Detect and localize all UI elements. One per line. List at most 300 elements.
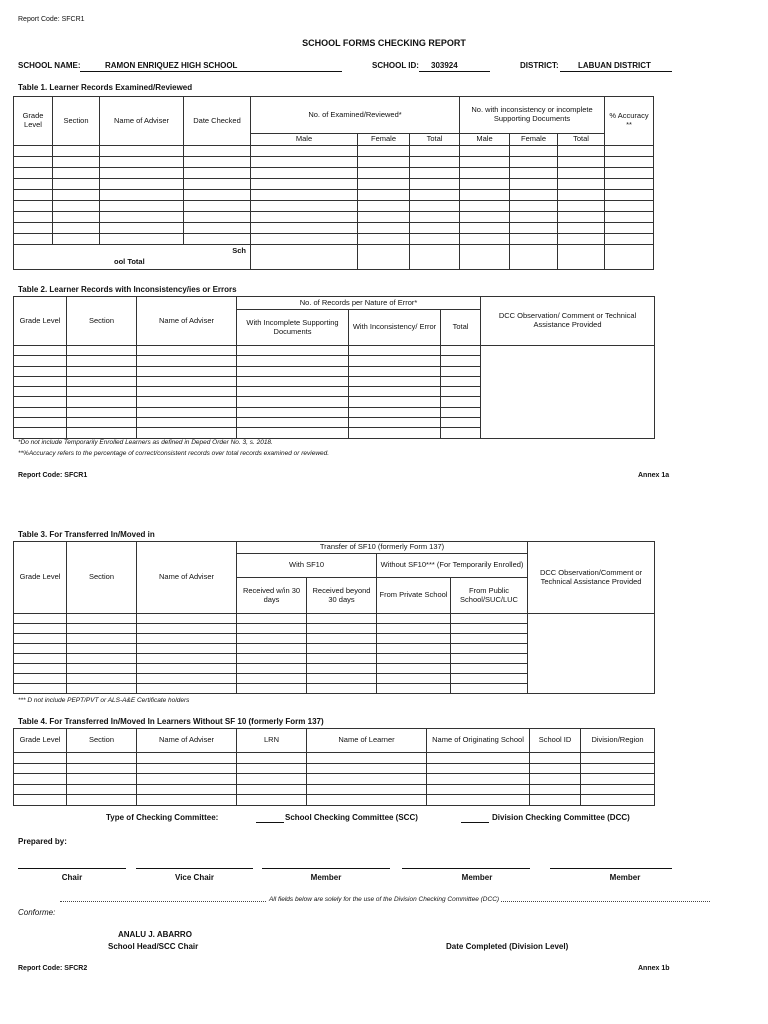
dcc-note: All fields below are solely for the use of the Division Checking Committee (DCC) — [268, 896, 500, 903]
table-cell[interactable] — [14, 774, 67, 785]
table-cell[interactable] — [67, 763, 137, 774]
table-cell[interactable] — [137, 387, 237, 397]
t1-school-total-row — [14, 245, 654, 270]
table-cell[interactable] — [137, 774, 237, 785]
table-cell[interactable] — [358, 146, 410, 157]
table-cell[interactable] — [377, 674, 451, 684]
table-cell[interactable] — [14, 428, 67, 438]
t1-col-date: Date Checked — [184, 97, 251, 146]
annex-1b: Annex 1b — [638, 965, 670, 972]
table-cell[interactable] — [510, 234, 558, 245]
table-row — [14, 179, 654, 190]
table-cell[interactable] — [67, 356, 137, 366]
table-cell[interactable] — [530, 784, 581, 795]
table-cell[interactable] — [358, 223, 410, 234]
table-cell[interactable] — [237, 774, 307, 785]
table-cell[interactable] — [237, 387, 349, 397]
table-cell[interactable] — [307, 763, 427, 774]
dcc-checkbox-line[interactable] — [461, 813, 489, 823]
table-cell[interactable] — [410, 212, 460, 223]
dcc-note-wrap — [0, 896, 768, 903]
table-cell[interactable] — [67, 376, 137, 386]
table-cell[interactable] — [14, 397, 67, 407]
table-cell[interactable] — [237, 346, 349, 356]
table-cell[interactable] — [184, 212, 251, 223]
table-cell[interactable] — [53, 201, 100, 212]
table-cell[interactable] — [410, 157, 460, 168]
t2-col-inconsistency: With Inconsistency/ Error — [349, 310, 441, 346]
table-cell[interactable] — [137, 795, 237, 806]
report-code-2: Report Code: SFCR2 — [18, 965, 88, 972]
table-cell[interactable] — [558, 212, 605, 223]
table-cell[interactable] — [377, 654, 451, 664]
table-cell[interactable] — [460, 212, 510, 223]
table-cell[interactable] — [307, 664, 377, 674]
table-cell[interactable] — [410, 223, 460, 234]
table-cell[interactable] — [14, 179, 53, 190]
table-cell[interactable] — [410, 190, 460, 201]
table-cell[interactable] — [184, 146, 251, 157]
table-cell[interactable] — [510, 190, 558, 201]
table-cell[interactable] — [460, 223, 510, 234]
table-cell[interactable] — [137, 366, 237, 376]
t4-col-origin: Name of Originating School — [427, 729, 530, 753]
table-cell[interactable] — [14, 664, 67, 674]
table-cell[interactable] — [349, 356, 441, 366]
table-cell[interactable] — [237, 753, 307, 764]
t4-col-division: Division/Region — [581, 729, 655, 753]
table-cell[interactable] — [14, 624, 67, 634]
table-cell[interactable] — [251, 168, 358, 179]
table-cell[interactable] — [451, 634, 528, 644]
table-cell[interactable] — [100, 201, 184, 212]
t2-col-nature: No. of Records per Nature of Error* — [237, 297, 481, 310]
table-cell[interactable] — [510, 223, 558, 234]
table-cell[interactable] — [137, 753, 237, 764]
table-cell[interactable] — [510, 146, 558, 157]
table-cell[interactable] — [558, 190, 605, 201]
table-cell[interactable] — [237, 795, 307, 806]
table-cell[interactable] — [14, 674, 67, 684]
annex-1a: Annex 1a — [638, 472, 670, 479]
table-cell[interactable] — [510, 157, 558, 168]
table-cell[interactable] — [349, 428, 441, 438]
table-cell[interactable] — [67, 634, 137, 644]
table-cell[interactable] — [14, 212, 53, 223]
table-cell[interactable] — [137, 376, 237, 386]
t3-col-without: Without SF10*** (For Temporarily Enrolled) — [377, 554, 528, 578]
table-cell[interactable] — [427, 763, 530, 774]
table-cell[interactable] — [251, 212, 358, 223]
table-cell[interactable] — [14, 234, 53, 245]
table-cell[interactable] — [67, 644, 137, 654]
table-cell[interactable] — [14, 795, 67, 806]
table-cell[interactable] — [451, 674, 528, 684]
t4-col-grade: Grade Level — [14, 729, 67, 753]
table-cell[interactable] — [349, 407, 441, 417]
dcc-observation-cell[interactable] — [528, 614, 655, 694]
table-cell[interactable] — [14, 614, 67, 624]
table-cell[interactable] — [67, 664, 137, 674]
table-cell[interactable] — [558, 201, 605, 212]
table-cell[interactable] — [605, 234, 654, 245]
table-cell[interactable] — [14, 418, 67, 428]
table-cell[interactable] — [349, 376, 441, 386]
table-cell[interactable] — [184, 190, 251, 201]
table-cell[interactable] — [100, 168, 184, 179]
table-cell[interactable] — [67, 774, 137, 785]
table-cell[interactable] — [184, 234, 251, 245]
table-cell[interactable] — [237, 614, 307, 624]
table-cell[interactable] — [67, 654, 137, 664]
table-cell[interactable] — [14, 157, 53, 168]
t4-col-schoolid: School ID — [530, 729, 581, 753]
table-cell[interactable] — [377, 614, 451, 624]
table-cell[interactable] — [349, 418, 441, 428]
report-code-1: Report Code: SFCR1 — [18, 472, 88, 479]
table-cell[interactable] — [441, 346, 481, 356]
t1-female-b: Female — [510, 134, 558, 146]
table-cell[interactable] — [441, 387, 481, 397]
t1-col-grade: Grade Level — [14, 97, 53, 146]
table-cell[interactable] — [137, 346, 237, 356]
table-cell[interactable] — [377, 684, 451, 694]
table-cell[interactable] — [53, 234, 100, 245]
table-cell[interactable] — [237, 428, 349, 438]
table-cell[interactable] — [67, 387, 137, 397]
table-cell[interactable] — [307, 654, 377, 664]
t2-body — [14, 346, 655, 439]
table-cell[interactable] — [377, 624, 451, 634]
table-cell[interactable] — [410, 201, 460, 212]
table-cell[interactable] — [410, 234, 460, 245]
table-cell[interactable] — [307, 624, 377, 634]
table-cell[interactable] — [441, 356, 481, 366]
table-cell[interactable] — [605, 168, 654, 179]
table-cell[interactable] — [349, 397, 441, 407]
table2 — [13, 296, 655, 439]
table-cell[interactable] — [460, 157, 510, 168]
t1-male-a: Male — [251, 134, 358, 146]
table-cell[interactable] — [558, 157, 605, 168]
table-cell[interactable] — [137, 763, 237, 774]
table-cell[interactable] — [184, 201, 251, 212]
table-cell[interactable] — [358, 168, 410, 179]
table-cell[interactable] — [237, 397, 349, 407]
table-cell[interactable] — [251, 190, 358, 201]
table-cell[interactable] — [100, 212, 184, 223]
table-cell[interactable] — [137, 784, 237, 795]
table-cell[interactable] — [441, 418, 481, 428]
table-cell[interactable] — [558, 179, 605, 190]
table-cell[interactable] — [137, 684, 237, 694]
table-cell[interactable] — [307, 684, 377, 694]
table-cell[interactable] — [307, 614, 377, 624]
table-cell[interactable] — [67, 614, 137, 624]
table-cell[interactable] — [67, 366, 137, 376]
table-cell[interactable] — [237, 674, 307, 684]
table-cell[interactable] — [237, 376, 349, 386]
table-cell[interactable] — [410, 146, 460, 157]
table-cell[interactable] — [605, 179, 654, 190]
table-cell[interactable] — [349, 387, 441, 397]
t1-col-section: Section — [53, 97, 100, 146]
table-cell[interactable] — [14, 356, 67, 366]
table-cell[interactable] — [451, 614, 528, 624]
table-row — [14, 157, 654, 168]
table-cell[interactable] — [605, 212, 654, 223]
table-cell[interactable] — [53, 179, 100, 190]
table-cell[interactable] — [307, 774, 427, 785]
table-cell[interactable] — [14, 753, 67, 764]
table-cell[interactable] — [237, 654, 307, 664]
table-cell[interactable] — [530, 763, 581, 774]
table-cell[interactable] — [349, 366, 441, 376]
table-cell[interactable] — [100, 223, 184, 234]
table-cell[interactable] — [307, 753, 427, 764]
table-cell[interactable] — [307, 795, 427, 806]
table-cell[interactable] — [441, 376, 481, 386]
vice-chair-label: Vice Chair — [175, 873, 214, 882]
dcc-observation-cell[interactable] — [481, 346, 655, 439]
table-cell[interactable] — [137, 654, 237, 664]
table-cell[interactable] — [581, 753, 655, 764]
table-cell[interactable] — [251, 223, 358, 234]
table-cell[interactable] — [14, 190, 53, 201]
table-cell[interactable] — [510, 179, 558, 190]
table-cell[interactable] — [14, 684, 67, 694]
table-cell[interactable] — [427, 795, 530, 806]
table-row — [14, 146, 654, 157]
table-cell[interactable] — [451, 684, 528, 694]
note-1: *Do not include Temporarily Enrolled Learners as defined in Deped Order No. 3, s. 2018. — [18, 439, 273, 446]
t4-body — [14, 753, 655, 806]
table-cell[interactable] — [67, 407, 137, 417]
table-cell[interactable] — [14, 644, 67, 654]
table-cell[interactable] — [137, 614, 237, 624]
table-cell[interactable] — [581, 795, 655, 806]
table-cell[interactable] — [451, 624, 528, 634]
table-cell[interactable] — [184, 157, 251, 168]
table-cell[interactable] — [427, 753, 530, 764]
table-cell[interactable] — [184, 223, 251, 234]
table-cell[interactable] — [581, 784, 655, 795]
table-cell[interactable] — [237, 664, 307, 674]
table-cell[interactable] — [581, 774, 655, 785]
table-cell[interactable] — [137, 356, 237, 366]
table-row — [14, 168, 654, 179]
table-cell[interactable] — [14, 146, 53, 157]
table-cell[interactable] — [237, 624, 307, 634]
table-row — [14, 774, 655, 785]
table-cell[interactable] — [67, 624, 137, 634]
table-cell[interactable] — [184, 179, 251, 190]
table-cell[interactable] — [137, 407, 237, 417]
table-cell[interactable] — [251, 157, 358, 168]
table-cell[interactable] — [251, 201, 358, 212]
table-cell[interactable] — [460, 190, 510, 201]
table-cell[interactable] — [137, 644, 237, 654]
table-cell[interactable] — [137, 418, 237, 428]
table-cell[interactable] — [14, 376, 67, 386]
table-cell[interactable] — [237, 407, 349, 417]
committee-type-label: Type of Checking Committee: — [106, 813, 219, 822]
table-cell[interactable] — [251, 234, 358, 245]
school-head-title: School Head/SCC Chair — [108, 942, 199, 951]
table-cell[interactable] — [441, 366, 481, 376]
table-row — [14, 784, 655, 795]
table-cell[interactable] — [460, 146, 510, 157]
table-cell[interactable] — [14, 168, 53, 179]
table-cell[interactable] — [307, 644, 377, 654]
table-cell[interactable] — [14, 223, 53, 234]
table-cell[interactable] — [67, 753, 137, 764]
table-cell[interactable] — [67, 397, 137, 407]
member2-label: Member — [461, 873, 493, 882]
table-cell[interactable] — [53, 157, 100, 168]
table-cell[interactable] — [558, 168, 605, 179]
table-cell[interactable] — [237, 763, 307, 774]
table-cell[interactable] — [510, 201, 558, 212]
t3-col-public: From Public School/SUC/LUC — [451, 578, 528, 614]
table3-note: *** D not include PEPT/PVT or ALS-A&E Certificate holders — [18, 697, 190, 704]
table-cell[interactable] — [67, 674, 137, 684]
table-cell[interactable] — [451, 654, 528, 664]
table-cell[interactable] — [558, 223, 605, 234]
table-cell[interactable] — [441, 397, 481, 407]
table-cell[interactable] — [67, 784, 137, 795]
table-cell[interactable] — [14, 784, 67, 795]
table-cell[interactable] — [307, 674, 377, 684]
table-cell[interactable] — [605, 201, 654, 212]
table-cell[interactable] — [530, 795, 581, 806]
table-cell[interactable] — [427, 784, 530, 795]
t3-body — [14, 614, 655, 694]
table-cell[interactable] — [67, 795, 137, 806]
table-cell[interactable] — [67, 418, 137, 428]
table-cell[interactable] — [510, 168, 558, 179]
table-cell[interactable] — [451, 664, 528, 674]
table-cell[interactable] — [237, 634, 307, 644]
table-cell[interactable] — [137, 664, 237, 674]
table-cell[interactable] — [460, 234, 510, 245]
table-cell[interactable] — [67, 684, 137, 694]
table-cell[interactable] — [307, 784, 427, 795]
table-cell[interactable] — [100, 146, 184, 157]
table-cell[interactable] — [14, 346, 67, 356]
table-cell[interactable] — [100, 234, 184, 245]
table-cell[interactable] — [427, 774, 530, 785]
scc-checkbox-line[interactable] — [256, 813, 284, 823]
table-cell[interactable] — [14, 407, 67, 417]
table-cell[interactable] — [460, 201, 510, 212]
table-cell[interactable] — [358, 179, 410, 190]
table-cell[interactable] — [237, 684, 307, 694]
table-row — [14, 753, 655, 764]
table-cell[interactable] — [14, 763, 67, 774]
table-cell[interactable] — [100, 190, 184, 201]
table-cell[interactable] — [100, 157, 184, 168]
table-cell[interactable] — [377, 664, 451, 674]
table-cell[interactable] — [251, 179, 358, 190]
dcc-label: Division Checking Committee (DCC) — [492, 813, 630, 822]
district-label: DISTRICT: — [520, 61, 559, 70]
table-cell[interactable] — [237, 366, 349, 376]
t1-body — [14, 146, 654, 245]
table-cell[interactable] — [53, 168, 100, 179]
table-cell[interactable] — [137, 624, 237, 634]
table-cell[interactable] — [530, 774, 581, 785]
table-cell[interactable] — [605, 157, 654, 168]
table-cell[interactable] — [605, 190, 654, 201]
table-cell[interactable] — [137, 428, 237, 438]
table1 — [13, 96, 654, 270]
table-cell[interactable] — [410, 168, 460, 179]
table-cell[interactable] — [358, 201, 410, 212]
table-cell[interactable] — [14, 654, 67, 664]
district-value: LABUAN DISTRICT — [578, 61, 651, 70]
table-cell[interactable] — [53, 146, 100, 157]
table-cell[interactable] — [510, 212, 558, 223]
table-cell[interactable] — [53, 223, 100, 234]
table-row — [14, 346, 655, 356]
table-cell[interactable] — [558, 146, 605, 157]
table-cell[interactable] — [605, 223, 654, 234]
member3-label: Member — [609, 873, 641, 882]
table-cell[interactable] — [460, 179, 510, 190]
table-cell[interactable] — [358, 212, 410, 223]
table-cell[interactable] — [237, 418, 349, 428]
table-cell[interactable] — [581, 763, 655, 774]
table-cell[interactable] — [14, 201, 53, 212]
table-cell[interactable] — [237, 356, 349, 366]
table-cell[interactable] — [137, 674, 237, 684]
table-cell[interactable] — [14, 634, 67, 644]
table-cell[interactable] — [14, 366, 67, 376]
table-cell[interactable] — [14, 387, 67, 397]
table-cell[interactable] — [237, 644, 307, 654]
table-cell[interactable] — [237, 784, 307, 795]
table-cell[interactable] — [530, 753, 581, 764]
table-cell[interactable] — [67, 428, 137, 438]
table-cell[interactable] — [358, 190, 410, 201]
table-cell[interactable] — [558, 234, 605, 245]
prepared-by-label: Prepared by: — [18, 837, 67, 846]
t2-col-section: Section — [67, 297, 137, 346]
table-cell[interactable] — [184, 168, 251, 179]
table-cell[interactable] — [349, 346, 441, 356]
table-cell[interactable] — [451, 644, 528, 654]
table-cell[interactable] — [441, 428, 481, 438]
table-cell[interactable] — [377, 644, 451, 654]
table-cell[interactable] — [53, 190, 100, 201]
table-cell[interactable] — [605, 146, 654, 157]
table-cell[interactable] — [358, 234, 410, 245]
table-cell[interactable] — [410, 179, 460, 190]
table-cell[interactable] — [441, 407, 481, 417]
table-cell[interactable] — [137, 634, 237, 644]
table-cell[interactable] — [377, 634, 451, 644]
table-cell[interactable] — [137, 397, 237, 407]
table-cell[interactable] — [67, 346, 137, 356]
table-cell[interactable] — [358, 157, 410, 168]
school-name-value: RAMON ENRIQUEZ HIGH SCHOOL — [105, 61, 238, 70]
table-cell[interactable] — [251, 146, 358, 157]
table-cell[interactable] — [100, 179, 184, 190]
table-cell[interactable] — [460, 168, 510, 179]
table-cell[interactable] — [53, 212, 100, 223]
table-cell[interactable] — [307, 634, 377, 644]
